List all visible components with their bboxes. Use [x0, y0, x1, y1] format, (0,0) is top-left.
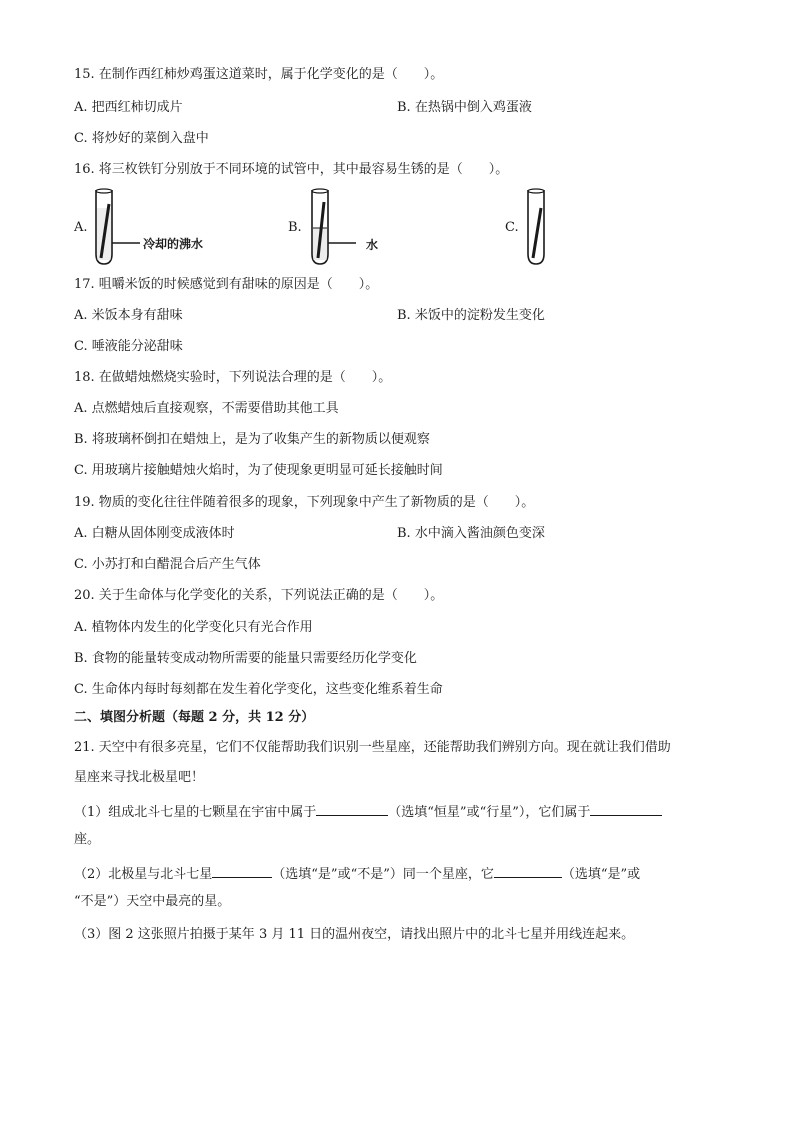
q21-part-2-text-a: （2）北极星与北斗七星 [74, 867, 213, 882]
q21-part-1-text-a: （1）组成北斗七星的七颗星在宇宙中属于 [74, 805, 317, 820]
tube-b-pointer [328, 240, 358, 246]
tube-b-note: 水 [366, 238, 379, 252]
section-2-heading: 二、填图分析题（每题 2 分，共 12 分） [74, 710, 315, 725]
q15-option-c: C. 将炒好的菜倒入盘中 [74, 131, 209, 146]
test-tube-b-illustration [306, 188, 346, 268]
q19-option-c: C. 小苏打和白醋混合后产生气体 [74, 557, 261, 572]
q20-option-a: A. 植物体内发生的化学变化只有光合作用 [74, 620, 313, 635]
answer-blank-1[interactable] [316, 802, 388, 816]
q18-stem: 18. 在做蜡烛燃烧实验时，下列说法合理的是（ ）。 [74, 370, 392, 385]
q17-option-c: C. 唾液能分泌甜味 [74, 339, 183, 354]
q19-stem: 19. 物质的变化往往伴随着很多的现象，下列现象中产生了新物质的是（ ）。 [74, 495, 535, 510]
tube-a-note: 冷却的沸水 [143, 237, 204, 251]
q17-stem: 17. 咀嚼米饭的时候感觉到有甜味的原因是（ ）。 [74, 277, 379, 292]
q17-option-a: A. 米饭本身有甜味 [74, 308, 183, 323]
q19-option-a: A. 白糖从固体刚变成液体时 [74, 526, 235, 541]
q21-part-2-text-b: （选填“是”或“不是”）同一个星座，它 [272, 867, 494, 882]
q21-part-2-line-1 [74, 864, 640, 883]
q21-intro-line-1: 21. 天空中有很多亮星，它们不仅能帮助我们识别一些星座，还能帮助我们辨别方向。现在就让我们借助 [74, 740, 671, 755]
test-tube-c-illustration [522, 188, 562, 268]
q21-part-2-text-c: （选填“是”或 [561, 867, 641, 882]
answer-blank-2[interactable] [590, 802, 662, 816]
answer-blank-4[interactable] [494, 864, 562, 878]
q17-option-b: B. 米饭中的淀粉发生变化 [397, 308, 545, 323]
q21-part-1-line-1 [74, 802, 662, 821]
q15-option-a: A. 把西红柿切成片 [74, 100, 183, 115]
q18-option-a: A. 点燃蜡烛后直接观察，不需要借助其他工具 [74, 401, 339, 416]
q19-option-b: B. 水中滴入酱油颜色变深 [397, 526, 545, 541]
q21-part-2-text-d: “不是”）天空中最亮的星。 [74, 894, 231, 909]
q20-option-b: B. 食物的能量转变成动物所需要的能量只需要经历化学变化 [74, 651, 417, 666]
q15-stem: 15. 在制作西红柿炒鸡蛋这道菜时，属于化学变化的是（ ）。 [74, 67, 444, 82]
q21-part-1-text-c: 座。 [74, 832, 101, 847]
tube-b-label: B. [288, 220, 302, 235]
q21-intro-line-2: 星座来寻找北极星吧！ [74, 770, 205, 785]
q20-option-c: C. 生命体内每时每刻都在发生着化学变化，这些变化维系着生命 [74, 682, 443, 697]
q16-stem: 16. 将三枚铁钉分别放于不同环境的试管中，其中最容易生锈的是（ ）。 [74, 162, 509, 177]
q18-option-b: B. 将玻璃杯倒扣在蜡烛上，是为了收集产生的新物质以便观察 [74, 432, 430, 447]
q15-option-b: B. 在热锅中倒入鸡蛋液 [397, 100, 532, 115]
q21-part-3: （3）图 2 这张照片拍摄于某年 3 月 11 日的温州夜空，请找出照片中的北斗七星并用线连起来。 [74, 927, 635, 942]
tube-c-label: C. [505, 220, 519, 235]
q18-option-c: C. 用玻璃片接触蜡烛火焰时，为了使现象更明显可延长接触时间 [74, 463, 443, 478]
answer-blank-3[interactable] [212, 864, 272, 878]
test-tube-a-illustration [90, 188, 130, 268]
tube-a-pointer [112, 240, 142, 246]
tube-a-label: A. [74, 220, 88, 235]
q20-stem: 20. 关于生命体与化学变化的关系，下列说法正确的是（ ）。 [74, 588, 444, 603]
q21-part-1-text-b: （选填“恒星”或“行星”），它们属于 [388, 805, 591, 820]
